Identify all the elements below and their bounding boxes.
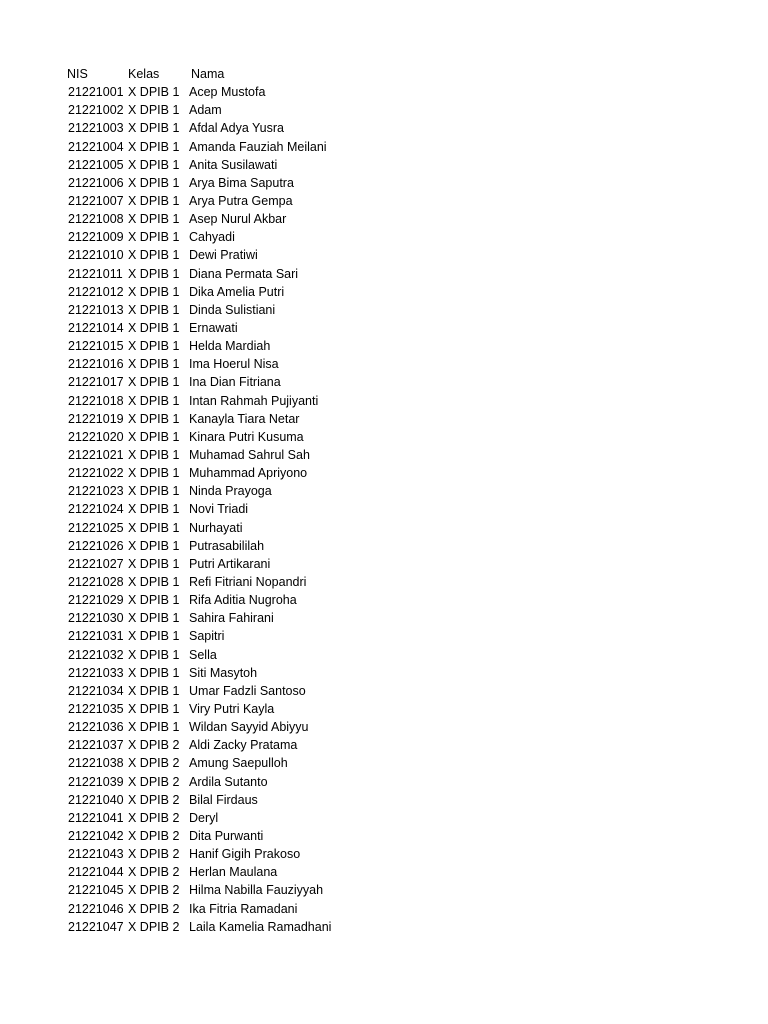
table-row — [0, 537, 768, 555]
table-row — [0, 555, 768, 573]
cell-nama: Putri Artikarani — [189, 556, 271, 571]
cell-nis: 21221038 — [68, 756, 124, 771]
cell-nis: 21221029 — [68, 593, 124, 608]
cell-kelas: X DPIB 1 — [128, 103, 180, 118]
table-row — [0, 174, 768, 192]
cell-nis: 21221011 — [68, 266, 123, 281]
cell-nama: Aldi Zacky Pratama — [189, 738, 298, 753]
table-row — [0, 609, 768, 627]
cell-kelas: X DPIB 2 — [128, 919, 180, 934]
cell-nama: Kinara Putri Kusuma — [189, 429, 304, 444]
cell-kelas: X DPIB 1 — [128, 665, 180, 680]
cell-kelas: X DPIB 2 — [128, 774, 180, 789]
cell-nama: Hanif Gigih Prakoso — [189, 847, 301, 862]
cell-nis: 21221046 — [68, 901, 124, 916]
cell-nama: Ima Hoerul Nisa — [189, 357, 279, 372]
header-nama: Nama — [191, 67, 225, 82]
table-row — [0, 591, 768, 609]
cell-kelas: X DPIB 1 — [128, 321, 180, 336]
cell-nama: Laila Kamelia Ramadhani — [189, 919, 332, 934]
table-header — [0, 65, 768, 83]
cell-nis: 21221010 — [68, 248, 124, 263]
table-row — [0, 627, 768, 645]
cell-nama: Deryl — [189, 810, 219, 825]
cell-nama: Viry Putri Kayla — [189, 701, 275, 716]
cell-nama: Kanayla Tiara Netar — [189, 411, 300, 426]
cell-kelas: X DPIB 2 — [128, 756, 180, 771]
cell-kelas: X DPIB 1 — [128, 484, 180, 499]
table-row — [0, 754, 768, 772]
cell-nis: 21221022 — [68, 466, 124, 481]
cell-kelas: X DPIB 1 — [128, 85, 180, 100]
cell-kelas: X DPIB 1 — [128, 429, 180, 444]
cell-nama: Dinda Sulistiani — [189, 302, 276, 317]
cell-nama: Sella — [189, 647, 217, 662]
cell-nis: 21221002 — [68, 103, 124, 118]
cell-kelas: X DPIB 1 — [128, 157, 180, 172]
cell-kelas: X DPIB 1 — [128, 175, 180, 190]
table-row — [0, 482, 768, 500]
cell-kelas: X DPIB 1 — [128, 647, 180, 662]
table-row — [0, 500, 768, 518]
table-row — [0, 228, 768, 246]
table-row — [0, 664, 768, 682]
cell-kelas: X DPIB 2 — [128, 792, 180, 807]
cell-kelas: X DPIB 2 — [128, 883, 180, 898]
cell-nama: Ika Fitria Ramadani — [189, 901, 298, 916]
cell-nama: Intan Rahmah Pujiyanti — [189, 393, 319, 408]
cell-nis: 21221005 — [68, 157, 124, 172]
table-row — [0, 791, 768, 809]
table-row — [0, 265, 768, 283]
cell-nama: Ninda Prayoga — [189, 484, 272, 499]
cell-nis: 21221006 — [68, 175, 124, 190]
cell-kelas: X DPIB 1 — [128, 375, 180, 390]
cell-nis: 21221039 — [68, 774, 124, 789]
cell-nama: Dika Amelia Putri — [189, 284, 285, 299]
cell-kelas: X DPIB 1 — [128, 502, 180, 517]
cell-nis: 21221036 — [68, 720, 124, 735]
table-body — [0, 83, 768, 936]
cell-nama: Dewi Pratiwi — [189, 248, 258, 263]
cell-nama: Refi Fitriani Nopandri — [189, 575, 307, 589]
student-table — [0, 65, 768, 936]
cell-nis: 21221032 — [68, 647, 124, 662]
cell-nis: 21221009 — [68, 230, 124, 245]
table-row — [0, 918, 768, 936]
cell-nis: 21221008 — [68, 212, 124, 227]
cell-nama: Dita Purwanti — [189, 828, 264, 843]
cell-nama: Afdal Adya Yusra — [189, 121, 284, 136]
cell-nis: 21221033 — [68, 665, 124, 680]
cell-nis: 21221031 — [68, 629, 124, 644]
cell-nis: 21221013 — [68, 302, 124, 317]
cell-nis: 21221044 — [68, 865, 124, 880]
table-row — [0, 682, 768, 700]
cell-nama: Adam — [189, 103, 222, 118]
cell-kelas: X DPIB 2 — [128, 901, 180, 916]
cell-nis: 21221047 — [68, 919, 124, 934]
cell-nis: 21221027 — [68, 556, 124, 571]
cell-nis: 21221041 — [68, 810, 124, 825]
table-row — [0, 519, 768, 537]
cell-nis: 21221034 — [68, 683, 124, 698]
table-row — [0, 845, 768, 863]
cell-nama: Amanda Fauziah Meilani — [189, 139, 327, 154]
cell-nama: Asep Nurul Akbar — [189, 212, 287, 227]
cell-nis: 21221019 — [68, 411, 124, 426]
cell-nama: Arya Bima Saputra — [189, 175, 294, 190]
cell-nama: Acep Mustofa — [189, 85, 266, 100]
table-row — [0, 446, 768, 464]
cell-kelas: X DPIB 1 — [128, 230, 180, 245]
cell-nama: Muhamad Sahrul Sah — [189, 448, 310, 463]
cell-nis: 21221001 — [68, 85, 124, 100]
cell-nis: 21221012 — [68, 284, 124, 299]
cell-nis: 21221020 — [68, 429, 124, 444]
cell-nis: 21221014 — [68, 321, 124, 336]
cell-kelas: X DPIB 1 — [128, 302, 180, 317]
cell-nis: 21221043 — [68, 847, 124, 862]
cell-kelas: X DPIB 2 — [128, 810, 180, 825]
table-row — [0, 718, 768, 736]
cell-kelas: X DPIB 1 — [128, 683, 180, 698]
cell-kelas: X DPIB 1 — [128, 357, 180, 372]
cell-nis: 21221037 — [68, 738, 124, 753]
cell-nis: 21221015 — [68, 339, 124, 354]
cell-kelas: X DPIB 1 — [128, 248, 180, 263]
table-row — [0, 772, 768, 790]
cell-nama: Helda Mardiah — [189, 339, 271, 354]
cell-kelas: X DPIB 1 — [128, 448, 180, 463]
cell-nis: 21221040 — [68, 792, 124, 807]
cell-nis: 21221024 — [68, 502, 124, 517]
table-row — [0, 283, 768, 301]
cell-nama: Wildan Sayyid Abiyyu — [189, 720, 309, 735]
cell-kelas: X DPIB 1 — [128, 212, 180, 227]
cell-kelas: X DPIB 1 — [128, 266, 180, 281]
cell-nama: Rifa Aditia Nugroha — [189, 593, 297, 608]
cell-kelas: X DPIB 1 — [128, 575, 180, 589]
table-row — [0, 119, 768, 137]
cell-nis: 21221018 — [68, 393, 124, 408]
cell-nama: Amung Saepulloh — [189, 756, 288, 771]
header-nis: NIS — [67, 67, 88, 82]
cell-nis: 21221021 — [68, 448, 124, 463]
table-row — [0, 210, 768, 228]
cell-kelas: X DPIB 1 — [128, 466, 180, 481]
cell-nama: Muhammad Apriyono — [189, 466, 308, 481]
cell-kelas: X DPIB 1 — [128, 520, 180, 535]
cell-kelas: X DPIB 1 — [128, 611, 180, 626]
cell-nama: Ardila Sutanto — [189, 774, 268, 789]
cell-nis: 21221026 — [68, 538, 124, 553]
cell-nama: Herlan Maulana — [189, 865, 278, 880]
cell-kelas: X DPIB 2 — [128, 828, 180, 843]
cell-nis: 21221030 — [68, 611, 124, 626]
table-row — [0, 392, 768, 410]
cell-kelas: X DPIB 1 — [128, 393, 180, 408]
table-row — [0, 410, 768, 428]
cell-nama: Hilma Nabilla Fauziyyah — [189, 883, 324, 898]
table-row — [0, 337, 768, 355]
cell-kelas: X DPIB 1 — [128, 701, 180, 716]
table-row — [0, 863, 768, 881]
cell-nama: Siti Masytoh — [189, 665, 258, 680]
table-row — [0, 827, 768, 845]
cell-kelas: X DPIB 1 — [128, 121, 180, 136]
cell-nama: Bilal Firdaus — [189, 792, 258, 807]
cell-kelas: X DPIB 1 — [128, 411, 180, 426]
cell-nis: 21221016 — [68, 357, 124, 372]
cell-nis: 21221004 — [68, 139, 124, 154]
table-row — [0, 83, 768, 101]
cell-nis: 21221025 — [68, 520, 124, 535]
cell-nama: Putrasabililah — [189, 538, 265, 553]
cell-nis: 21221035 — [68, 701, 124, 716]
cell-nis: 21221045 — [68, 883, 124, 898]
table-row — [0, 464, 768, 482]
cell-nama: Novi Triadi — [189, 502, 249, 517]
cell-nama: Anita Susilawati — [189, 157, 278, 172]
table-row — [0, 428, 768, 446]
cell-kelas: X DPIB 2 — [128, 847, 180, 862]
cell-nama: Ernawati — [189, 321, 238, 336]
cell-kelas: X DPIB 2 — [128, 738, 180, 753]
cell-nama: Diana Permata Sari — [189, 266, 299, 281]
table-row — [0, 573, 768, 591]
table-row — [0, 646, 768, 664]
table-row — [0, 899, 768, 917]
table-row — [0, 881, 768, 899]
cell-nis: 21221023 — [68, 484, 124, 499]
cell-nis: 21221003 — [68, 121, 124, 136]
cell-kelas: X DPIB 1 — [128, 284, 180, 299]
table-row — [0, 246, 768, 264]
cell-nis: 21221017 — [68, 375, 124, 390]
cell-kelas: X DPIB 1 — [128, 194, 180, 209]
cell-kelas: X DPIB 1 — [128, 339, 180, 354]
cell-nama: Ina Dian Fitriana — [189, 375, 281, 390]
cell-nis: 21221007 — [68, 194, 124, 209]
cell-kelas: X DPIB 1 — [128, 720, 180, 735]
table-row — [0, 736, 768, 754]
cell-nama: Sapitri — [189, 629, 225, 644]
table-row — [0, 138, 768, 156]
cell-nama: Sahira Fahirani — [189, 611, 274, 626]
cell-kelas: X DPIB 1 — [128, 593, 180, 608]
table-row — [0, 355, 768, 373]
cell-kelas: X DPIB 1 — [128, 538, 180, 553]
cell-nis: 21221042 — [68, 828, 124, 843]
cell-nama: Umar Fadzli Santoso — [189, 683, 306, 698]
table-row — [0, 101, 768, 119]
table-row — [0, 809, 768, 827]
table-row — [0, 301, 768, 319]
table-row — [0, 373, 768, 391]
cell-kelas: X DPIB 1 — [128, 556, 180, 571]
header-kelas: Kelas — [128, 67, 160, 82]
cell-nama: Arya Putra Gempa — [189, 194, 293, 209]
table-row — [0, 700, 768, 718]
table-row — [0, 156, 768, 174]
cell-nama: Nurhayati — [189, 520, 243, 535]
table-row — [0, 192, 768, 210]
cell-kelas: X DPIB 1 — [128, 139, 180, 154]
cell-nama: Cahyadi — [189, 230, 235, 245]
cell-kelas: X DPIB 2 — [128, 865, 180, 880]
cell-kelas: X DPIB 1 — [128, 629, 180, 644]
cell-nis: 21221028 — [68, 575, 124, 589]
table-row — [0, 319, 768, 337]
